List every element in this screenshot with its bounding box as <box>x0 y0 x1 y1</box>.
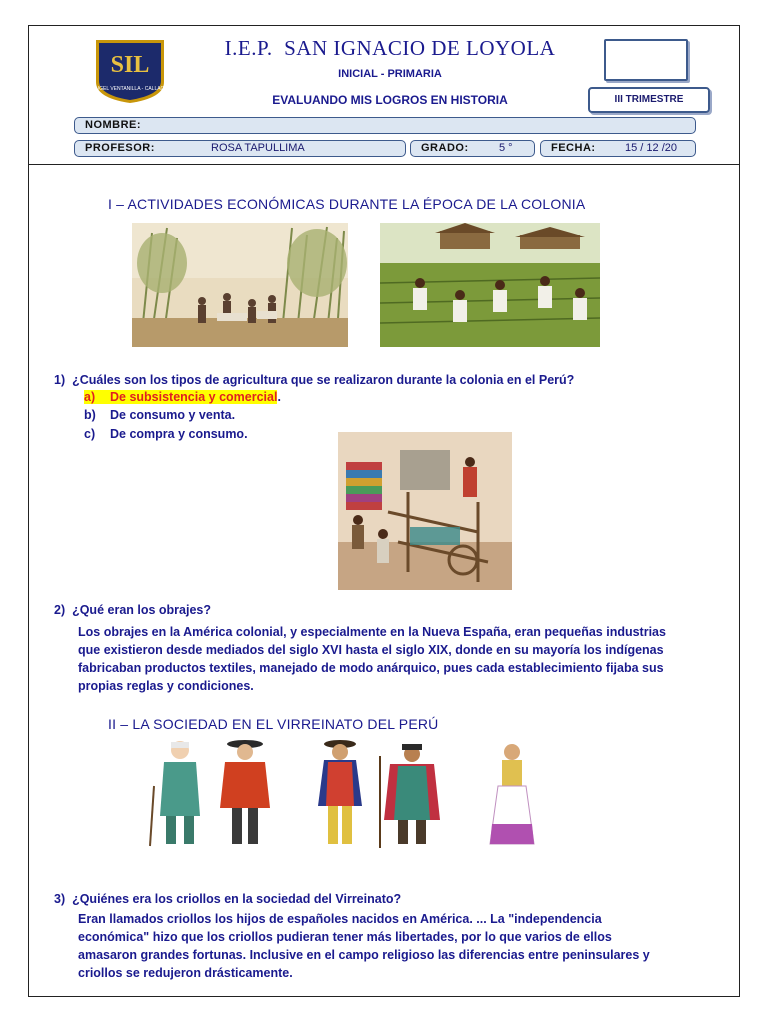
grado-label: GRADO: <box>421 142 469 154</box>
profesor-label: PROFESOR: <box>85 142 155 154</box>
answer-2: Los obrajes en la América colonial, y especialmente en la Nueva España, eran pequeñas industrias que existieron desde mediados del siglo XVI hasta el siglo XIX, donde en su mayoría los indígenas fabricaban productos textiles, manejado de modo anárquico, pues cada establecimiento fijaba sus propias reglas y condiciones. <box>78 625 666 693</box>
q1-option-a[interactable]: a) De subsistencia y comercial. <box>84 390 281 404</box>
header-separator <box>28 164 740 165</box>
section2-title: II – LA SOCIEDAD EN EL VIRREINATO DEL PERÚ <box>108 716 439 732</box>
question-3: 3) ¿Quiénes era los criollos en la sociedad del Virreinato? <box>54 892 402 906</box>
score-box[interactable] <box>604 39 688 81</box>
answer-3: Eran llamados criollos los hijos de españoles nacidos en América. ... La "independencia económica" hizo que los criollos pudieran tener más libertades, por lo que varios de ellos amasaron grandes fortunas. Inclusive en el campo religioso las diferencias entre peninsulares y criollos se redujeron drásticamente. <box>78 912 650 980</box>
school-title: I.E.P. SAN IGNACIO DE LOYOLA <box>224 36 556 60</box>
trimester-badge: III TRIMESTRE <box>588 87 710 113</box>
figure-mujer <box>490 744 534 844</box>
sugarcane-harvest-illustration <box>132 223 348 347</box>
grado-field[interactable] <box>410 140 535 157</box>
fecha-label: FECHA: <box>551 142 596 154</box>
question-2: 2) ¿Qué eran los obrajes? <box>54 603 212 617</box>
fecha-field[interactable] <box>540 140 696 157</box>
colonial-society-figures-illustration <box>140 736 540 852</box>
q1-option-b[interactable]: b) De consumo y venta. <box>84 408 236 422</box>
fecha-value: 15 / 12 /20 <box>625 142 677 154</box>
figure-mestizo <box>318 740 362 844</box>
profesor-value: ROSA TAPULLIMA <box>211 142 305 154</box>
grado-value: 5 ° <box>499 142 513 154</box>
figure-indigena <box>380 744 440 848</box>
evaluation-title: EVALUANDO MIS LOGROS EN HISTORIA <box>272 93 508 107</box>
logo-text: SIL <box>110 52 150 78</box>
figure-criollo <box>220 740 270 844</box>
question-1: 1) ¿Cuáles son los tipos de agricultura que se realizaron durante la colonia en el Perú? <box>54 373 575 387</box>
section1-title: I – ACTIVIDADES ECONÓMICAS DURANTE LA ÉPOCA DE LA COLONIA <box>108 196 586 212</box>
profesor-field[interactable] <box>74 140 406 157</box>
obraje-weaving-illustration <box>338 432 512 590</box>
logo-subtext: UGEL VENTANILLA - CALLAO <box>95 86 165 92</box>
school-level: INICIAL - PRIMARIA <box>338 68 442 80</box>
school-logo <box>92 38 168 104</box>
indigenous-agriculture-illustration <box>380 223 600 347</box>
nombre-field[interactable] <box>74 117 696 134</box>
q1-option-c[interactable]: c) De compra y consumo. <box>84 427 248 441</box>
nombre-label: NOMBRE: <box>85 119 142 131</box>
figure-peninsular <box>150 741 200 846</box>
